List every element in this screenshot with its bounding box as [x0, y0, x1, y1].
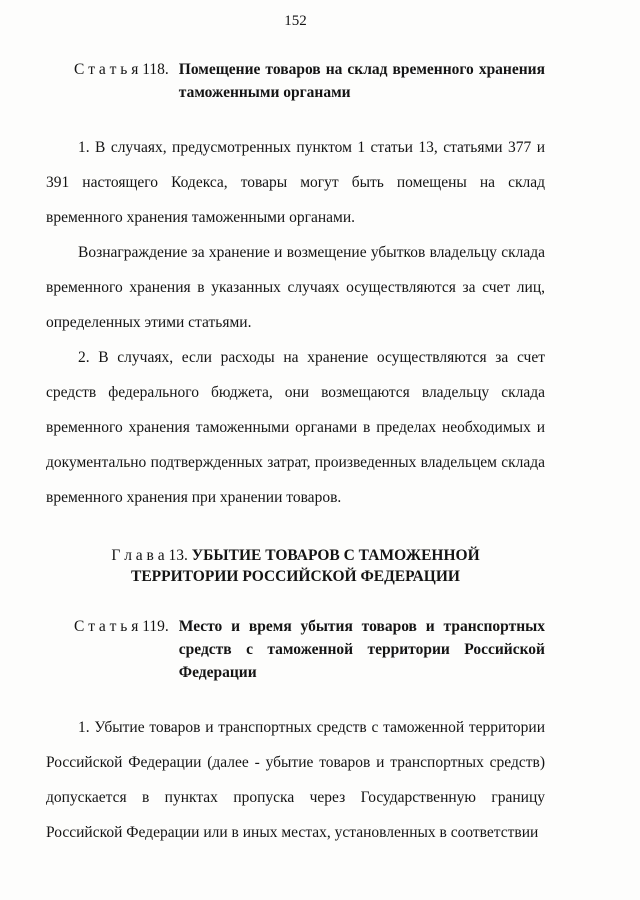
article-118-body — [46, 130, 545, 515]
article-118-label: С т а т ь я 118. — [74, 61, 169, 78]
chapter-13-heading — [81, 545, 511, 587]
article-119-label: С т а т ь я 119. — [74, 618, 169, 635]
chapter-13-label: Г л а в а 13. — [111, 547, 188, 564]
article-119-paragraph-1: 1. Убытие товаров и транспортных средств с таможенной территории Российской Федерации (далее - убытие товаров и транспортных средств) допускается в пунктах пропуска через Государственную границу Российской Федерации или в иных местах, установленных в соответствии — [46, 719, 545, 841]
article-119-title: Место и время убытия товаров и транспортных средств с таможенной территории Российской Федерации — [178, 618, 545, 681]
article-118-heading — [74, 58, 545, 104]
article-118-paragraph-1: 1. В случаях, предусмотренных пунктом 1 статьи 13, статьями 377 и 391 настоящего Кодекса, товары могут быть помещены на склад временного хранения таможенными органами. — [46, 139, 545, 226]
page-number: 152 — [284, 13, 307, 29]
article-119-heading — [74, 615, 545, 684]
article-118-title: Помещение товаров на склад временного хранения таможенными органами — [178, 61, 545, 101]
chapter-13-title: УБЫТИЕ ТОВАРОВ С ТАМОЖЕННОЙ ТЕРРИТОРИИ РОССИЙСКОЙ ФЕДЕРАЦИИ — [131, 547, 480, 585]
article-118-paragraph-2: Вознаграждение за хранение и возмещение убытков владельцу склада временного хранения в указанных случаях осуществляются за счет лиц, определенных этими статьями. — [46, 244, 545, 331]
article-118-paragraph-3: 2. В случаях, если расходы на хранение осуществляются за счет средств федерального бюджета, они возмещаются владельцу склада временного хранения таможенными органами в пределах необходимых и документально подтвержденных затрат, произведенных владельцем склада временного хранения при хранении товаров. — [46, 349, 545, 506]
article-119-body — [46, 710, 545, 850]
